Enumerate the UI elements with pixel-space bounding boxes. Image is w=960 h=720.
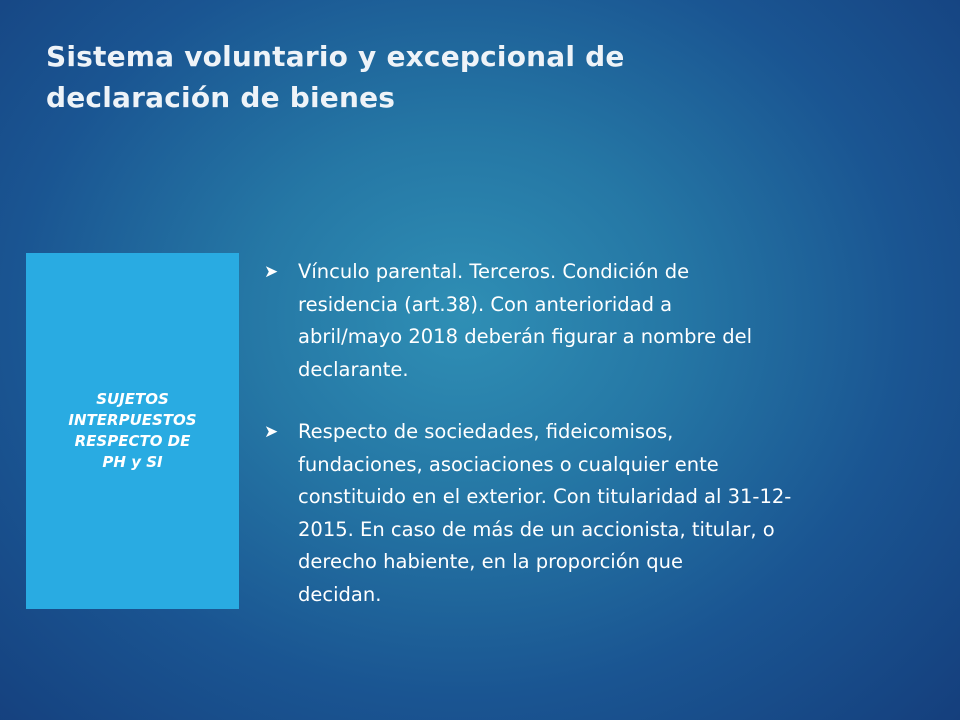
slide-title-line: Sistema voluntario y excepcional de [46,40,625,73]
bullet-line: derecho habiente, en la proporción que [298,550,683,573]
bullet-line: decidan. [298,582,382,606]
subject-label-line: RESPECTO DE [74,432,191,450]
subject-label-line: INTERPUESTOS [68,411,197,429]
bullet-text [298,416,944,611]
bullet-text [298,256,944,386]
bullet-line: declarante. [298,357,409,381]
slide-title-line: declaración de bienes [46,81,396,114]
bullet-line: Respecto de sociedades, fideicomisos, [298,420,674,443]
bullet-line: residencia (art.38). Con anterioridad a [298,292,673,316]
bullet-line: abril/mayo 2018 deberán figurar a nombre del [298,325,753,348]
bullet-item [264,256,944,386]
subject-label-line: SUJETOS [96,390,169,408]
bullet-line: constituido en el exterior. Con titularidad al 31-12- [298,485,792,508]
bullet-line: fundaciones, asociaciones o cualquier ente [298,452,719,476]
arrow-bullet-icon: ➤ [264,422,279,442]
subject-label-line: PH y SI [102,453,163,471]
slide-title [46,36,906,118]
arrow-bullet-icon: ➤ [264,262,279,282]
bullet-line: Vínculo parental. Terceros. Condición de [298,260,690,283]
bullet-line: 2015. En caso de más de un accionista, titular, o [298,517,775,541]
subject-label-box [26,253,239,609]
subject-label-text [43,389,223,473]
bullet-item [264,416,944,611]
bullet-list [264,256,944,641]
